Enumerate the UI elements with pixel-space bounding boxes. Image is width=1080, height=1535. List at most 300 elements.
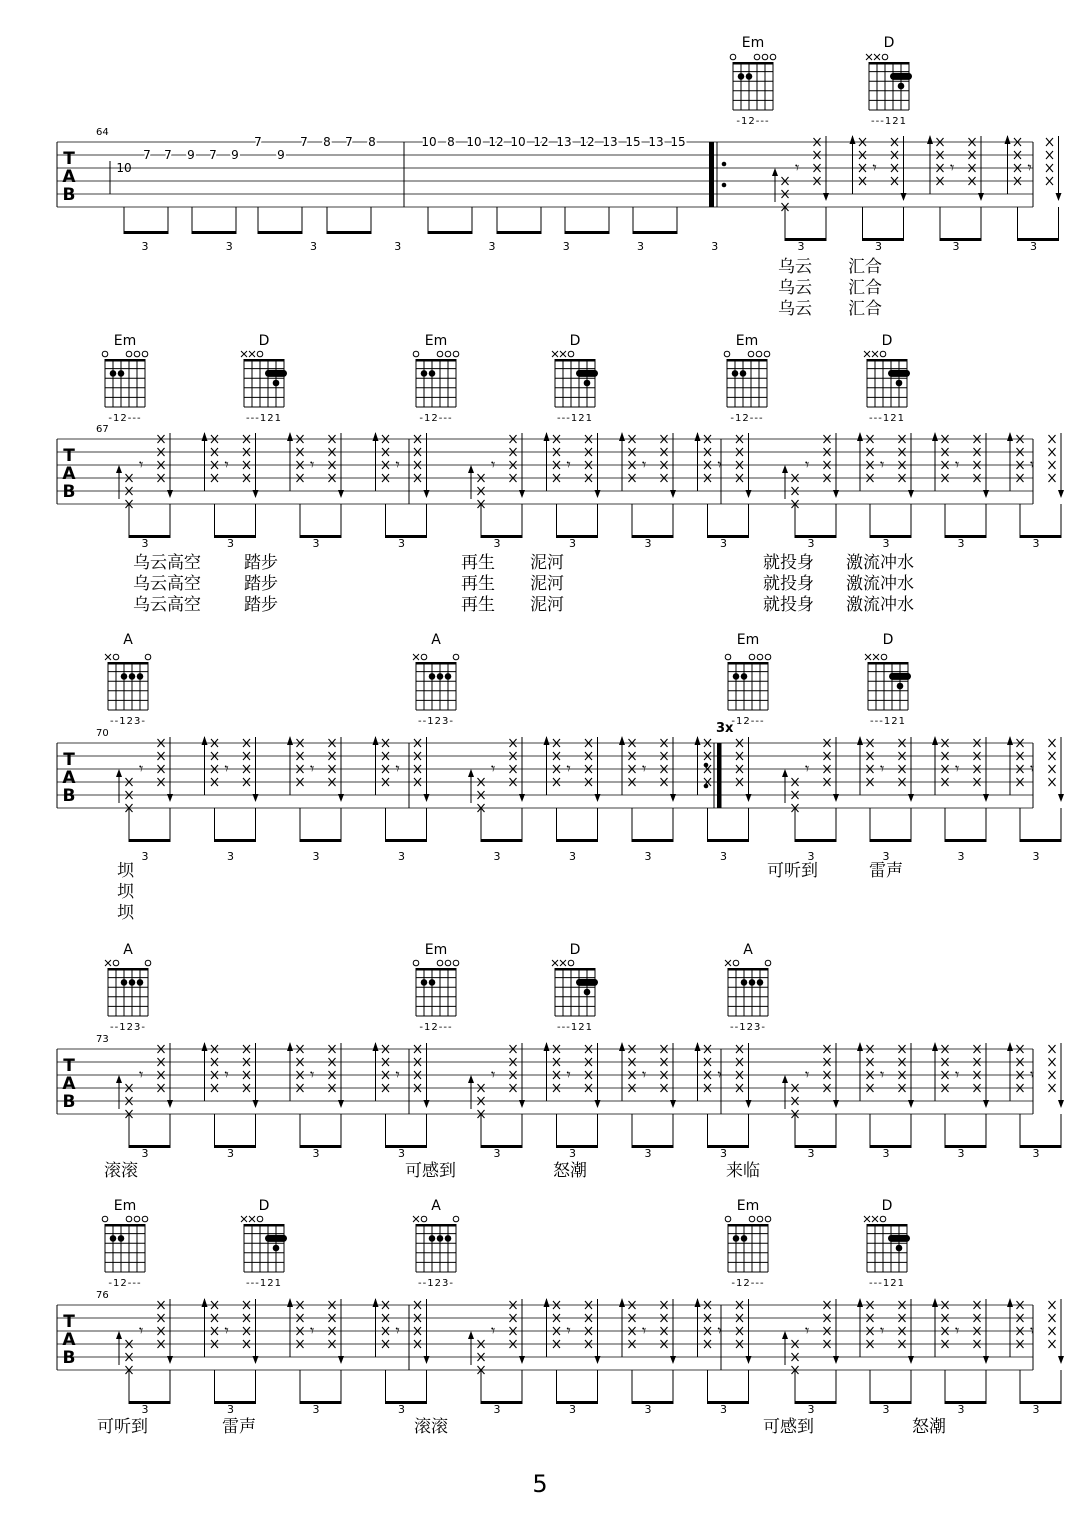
- tuplet-number: 3: [141, 1147, 149, 1160]
- rest: 𝄾: [224, 455, 229, 474]
- tab-fret-number: 13: [556, 135, 572, 149]
- beam: [481, 535, 522, 538]
- chord-diagram: [866, 35, 912, 127]
- open-string-mark: [453, 654, 459, 660]
- chord-dot: [437, 673, 444, 680]
- tuplet-number: 3: [398, 1403, 405, 1416]
- chord-nut: [555, 359, 595, 362]
- tab-clef-t: T: [63, 750, 75, 770]
- strum-arrowhead: [253, 1100, 259, 1108]
- tuplet-number: 3: [488, 240, 496, 253]
- lyric-text: 激流冲水: [846, 574, 914, 594]
- tuplet-number: 3: [141, 537, 149, 550]
- muted-note-x: [1049, 1071, 1056, 1079]
- open-string-mark: [757, 654, 763, 660]
- beam: [497, 231, 541, 234]
- lyric-text: 坝: [117, 882, 134, 902]
- chord-grid: [241, 351, 287, 407]
- chord-name: Em: [735, 333, 759, 349]
- chord-diagram: [725, 632, 771, 727]
- chord-nut: [244, 1224, 284, 1227]
- muted-note-x: [1049, 1301, 1056, 1309]
- rest: 𝄾: [955, 1321, 960, 1340]
- chord-grid: [552, 351, 598, 407]
- lyric-text: 踏步: [244, 595, 278, 615]
- rest: 𝄾: [139, 1065, 144, 1084]
- tuplet-number: 3: [1032, 537, 1040, 550]
- muted-note-x: [1046, 177, 1053, 185]
- rest: 𝄾: [805, 455, 810, 474]
- rest: 𝄾: [310, 455, 315, 474]
- chord-dot: [429, 370, 436, 377]
- tab-clef-b: B: [62, 185, 76, 205]
- tab-fret-number: 10: [466, 135, 482, 149]
- chord-dot: [733, 673, 740, 680]
- chord-nut: [728, 662, 768, 665]
- tab-clef-a: A: [62, 768, 76, 788]
- strum-arrowhead: [253, 490, 259, 498]
- chord-dot: [437, 1235, 444, 1242]
- open-string-mark: [113, 654, 119, 660]
- chord-name: D: [881, 333, 893, 349]
- open-string-mark: [765, 1216, 771, 1222]
- tuplet-number: 3: [398, 537, 405, 550]
- muted-note-x: [1049, 752, 1056, 760]
- tuplet-number: 3: [312, 850, 320, 863]
- chord-barre: [889, 673, 911, 680]
- strum-arrowhead: [1007, 432, 1013, 441]
- chord-name: A: [431, 1198, 441, 1214]
- beam: [386, 839, 427, 842]
- chord-grid: [725, 960, 771, 1016]
- beam: [215, 1401, 256, 1404]
- rest: 𝄾: [1030, 1321, 1035, 1340]
- tuplet-number: 3: [493, 1147, 501, 1160]
- chord-nut: [867, 1224, 907, 1227]
- strum-arrowhead: [908, 794, 914, 802]
- muted-note-x: [1049, 778, 1056, 786]
- strum-arrowhead: [202, 736, 208, 745]
- chord-grid: [413, 654, 459, 710]
- rest: 𝄾: [805, 759, 810, 778]
- tuplet-number: 3: [141, 850, 149, 863]
- beam: [785, 238, 826, 241]
- strum-arrowhead: [1056, 193, 1062, 201]
- strum-arrowhead: [670, 1100, 676, 1108]
- chord-nut: [869, 62, 909, 65]
- muted-string-mark: [413, 1216, 419, 1222]
- tuplet-number: 3: [227, 1147, 234, 1160]
- tuplet-number: 3: [1032, 850, 1040, 863]
- lyric-text: 可听到: [97, 1417, 148, 1437]
- tab-clef-a: A: [62, 464, 76, 484]
- rest: 𝄾: [880, 759, 885, 778]
- rest: 𝄾: [224, 759, 229, 778]
- strum-arrowhead: [619, 1042, 625, 1051]
- tab-clef-t: T: [63, 149, 75, 169]
- strum-arrowhead: [338, 490, 344, 498]
- tuplet-number: 3: [141, 240, 149, 253]
- open-string-mark: [453, 960, 459, 966]
- chord-dot: [273, 380, 280, 387]
- chord-name: A: [743, 942, 753, 958]
- chord-dot: [738, 73, 745, 80]
- beam: [708, 839, 749, 842]
- tuplet-number: 3: [644, 1147, 652, 1160]
- strum-arrowhead: [1058, 490, 1064, 498]
- tuplet-number: 3: [569, 1403, 576, 1416]
- beam: [129, 1145, 170, 1148]
- beam: [1020, 839, 1061, 842]
- tab-clef-a: A: [62, 167, 76, 187]
- beam: [632, 1145, 673, 1148]
- tuplet-number: 3: [882, 1403, 890, 1416]
- beam: [428, 231, 472, 234]
- repeat-barline: [709, 142, 714, 207]
- tuplet-number: 3: [227, 850, 234, 863]
- chord-nut: [244, 359, 284, 362]
- tuplet-number: 3: [1032, 1147, 1040, 1160]
- strum-arrowhead: [468, 1331, 474, 1339]
- strum-arrowhead: [519, 490, 525, 498]
- strum-arrowhead: [167, 490, 173, 498]
- chord-dot: [121, 979, 128, 986]
- strum-arrowhead: [338, 1356, 344, 1364]
- muted-note-x: [1049, 1084, 1056, 1092]
- rest: 𝄾: [310, 759, 315, 778]
- strum-arrowhead: [167, 1100, 173, 1108]
- tuplet-number: 3: [882, 537, 890, 550]
- chord-grid: [725, 1216, 771, 1272]
- tuplet-number: 3: [807, 1147, 815, 1160]
- tuplet-number: 3: [957, 537, 965, 550]
- open-string-mark: [437, 960, 443, 966]
- muted-string-mark: [105, 654, 111, 660]
- lyric-text: 雷声: [222, 1417, 256, 1437]
- strum-arrowhead: [619, 736, 625, 745]
- chord-dot: [118, 370, 125, 377]
- chord-dot: [732, 370, 739, 377]
- chord-diagram: [105, 632, 151, 727]
- beam: [215, 839, 256, 842]
- beam: [300, 839, 341, 842]
- strum-arrowhead: [544, 432, 550, 441]
- beam: [945, 535, 986, 538]
- chord-diagram: [102, 333, 148, 424]
- chord-barre: [890, 73, 912, 80]
- chord-diagram: [413, 333, 459, 424]
- tuplet-number: 3: [1032, 1403, 1040, 1416]
- strum-arrowhead: [287, 736, 293, 745]
- open-string-mark: [749, 654, 755, 660]
- lyric-text: 激流冲水: [846, 595, 914, 615]
- tab-system: [57, 333, 1064, 615]
- beam: [481, 1145, 522, 1148]
- beam: [708, 1401, 749, 1404]
- strum-arrowhead: [983, 1100, 989, 1108]
- beam: [795, 1145, 836, 1148]
- beam: [870, 1145, 911, 1148]
- tab-fret-number: 12: [533, 135, 549, 149]
- strum-arrowhead: [978, 193, 984, 201]
- lyric-text: 再生: [461, 595, 495, 615]
- tuplet-number: 3: [957, 1147, 965, 1160]
- rest: 𝄾: [491, 455, 496, 474]
- lyric-text: 怒潮: [912, 1417, 946, 1437]
- muted-string-mark: [105, 960, 111, 966]
- muted-note-x: [1049, 1045, 1056, 1053]
- rest: 𝄾: [224, 1065, 229, 1084]
- tuplet-number: 3: [141, 1403, 149, 1416]
- strum-arrowhead: [253, 794, 259, 802]
- lyric-text: 汇合: [848, 278, 882, 298]
- chord-fingering: ---121: [869, 1278, 905, 1289]
- strum-arrowhead: [833, 490, 839, 498]
- rest: 𝄾: [491, 1321, 496, 1340]
- tuplet-number: 3: [493, 1403, 501, 1416]
- tuplet-number: 3: [312, 1147, 320, 1160]
- strum-arrowhead: [782, 769, 788, 777]
- beam: [795, 1401, 836, 1404]
- rest: 𝄾: [642, 759, 647, 778]
- chord-fingering: ---121: [870, 716, 906, 727]
- rest: 𝄾: [1027, 158, 1032, 177]
- lyric-text: 泥河: [530, 574, 564, 594]
- chord-name: Em: [741, 35, 765, 51]
- open-string-mark: [765, 960, 771, 966]
- chord-grid: [413, 1216, 459, 1272]
- chord-fingering: --123-: [730, 1022, 766, 1033]
- strum-arrowhead: [253, 1356, 259, 1364]
- strum-arrowhead: [167, 1356, 173, 1364]
- chord-grid: [241, 1216, 287, 1272]
- rest: 𝄾: [950, 158, 955, 177]
- rest: 𝄾: [955, 455, 960, 474]
- lyric-text: 乌云高空: [133, 553, 201, 573]
- strum-arrowhead: [932, 736, 938, 745]
- chord-fingering: -12---: [419, 413, 453, 424]
- tab-fret-number: 13: [602, 135, 618, 149]
- open-string-mark: [437, 351, 443, 357]
- lyric-text: 可感到: [763, 1417, 814, 1437]
- strum-arrowhead: [857, 432, 863, 441]
- strum-arrowhead: [833, 1100, 839, 1108]
- strum-arrowhead: [116, 769, 122, 777]
- chord-dot: [749, 979, 756, 986]
- chord-nut: [728, 1224, 768, 1227]
- muted-string-mark: [413, 654, 419, 660]
- beam: [945, 1145, 986, 1148]
- beam: [386, 1145, 427, 1148]
- beam: [565, 231, 609, 234]
- rest: 𝄾: [139, 455, 144, 474]
- strum-arrowhead: [595, 794, 601, 802]
- chord-dot: [897, 683, 904, 690]
- strum-arrowhead: [695, 736, 701, 745]
- muted-string-mark: [241, 1216, 247, 1222]
- strum-arrowhead: [901, 193, 907, 201]
- rest: 𝄾: [139, 759, 144, 778]
- strum-arrowhead: [695, 1042, 701, 1051]
- lyric-text: 坝: [117, 903, 134, 923]
- rest: 𝄾: [395, 455, 400, 474]
- tuplet-number: 3: [957, 850, 965, 863]
- open-string-mark: [882, 54, 888, 60]
- strum-arrowhead: [519, 1100, 525, 1108]
- chord-nut: [416, 662, 456, 665]
- beam: [870, 839, 911, 842]
- chord-grid: [730, 54, 776, 110]
- chord-name: D: [881, 1198, 893, 1214]
- chord-nut: [416, 1224, 456, 1227]
- measure-number: 67: [96, 424, 109, 435]
- beam: [300, 535, 341, 538]
- strum-arrowhead: [932, 432, 938, 441]
- lyric-text: 滚滚: [414, 1417, 448, 1437]
- tab-fret-number: 9: [231, 148, 239, 162]
- chord-barre: [265, 370, 287, 377]
- strum-arrowhead: [424, 1100, 430, 1108]
- strum-arrowhead: [202, 1042, 208, 1051]
- strum-arrowhead: [544, 736, 550, 745]
- chord-dot: [137, 673, 144, 680]
- open-string-mark: [757, 1216, 763, 1222]
- lyric-text: 汇合: [848, 299, 882, 319]
- chord-name: Em: [736, 1198, 760, 1214]
- beam: [708, 535, 749, 538]
- open-string-mark: [142, 351, 148, 357]
- rest: 𝄾: [310, 1065, 315, 1084]
- rest: 𝄾: [880, 455, 885, 474]
- chord-grid: [866, 54, 912, 110]
- open-string-mark: [725, 654, 731, 660]
- lyric-text: 泥河: [530, 595, 564, 615]
- rest: 𝄾: [955, 759, 960, 778]
- strum-arrowhead: [1058, 794, 1064, 802]
- muted-note-x: [1049, 739, 1056, 747]
- strum-arrowhead: [983, 1356, 989, 1364]
- strum-arrowhead: [857, 1298, 863, 1307]
- rest: 𝄾: [880, 1065, 885, 1084]
- chord-fingering: --123-: [418, 1278, 454, 1289]
- strum-arrowhead: [746, 490, 752, 498]
- tab-fret-number: 8: [323, 135, 331, 149]
- strum-arrowhead: [468, 769, 474, 777]
- strum-arrowhead: [619, 1298, 625, 1307]
- tab-fret-number: 15: [670, 135, 686, 149]
- tuplet-number: 3: [882, 1147, 890, 1160]
- muted-string-mark: [872, 1216, 878, 1222]
- measure-number: 70: [96, 728, 109, 739]
- beam: [632, 1401, 673, 1404]
- tab-fret-number: 7: [300, 135, 308, 149]
- open-string-mark: [134, 351, 140, 357]
- strum-arrowhead: [287, 1042, 293, 1051]
- beam: [632, 535, 673, 538]
- tab-clef-b: B: [62, 1348, 76, 1368]
- beam: [1020, 1401, 1061, 1404]
- chord-name: D: [883, 35, 895, 51]
- tuplet-number: 3: [644, 850, 652, 863]
- open-string-mark: [754, 54, 760, 60]
- strum-arrowhead: [1007, 1042, 1013, 1051]
- tuplet-number: 3: [569, 537, 576, 550]
- muted-string-mark: [873, 654, 879, 660]
- chord-dot: [118, 1235, 125, 1242]
- beam: [386, 535, 427, 538]
- rest: 𝄾: [642, 1321, 647, 1340]
- strum-arrowhead: [338, 1100, 344, 1108]
- lyric-text: 可感到: [405, 1161, 456, 1181]
- strum-arrowhead: [670, 490, 676, 498]
- strum-arrowhead: [1058, 1356, 1064, 1364]
- strum-arrowhead: [983, 794, 989, 802]
- chord-name: Em: [424, 942, 448, 958]
- rest: 𝄾: [795, 158, 800, 177]
- lyric-text: 乌云高空: [133, 574, 201, 594]
- chord-name: Em: [113, 1198, 137, 1214]
- chord-grid: [413, 351, 459, 407]
- tab-fret-number: 7: [209, 148, 217, 162]
- chord-fingering: ---121: [246, 413, 282, 424]
- tuplet-number: 3: [312, 537, 320, 550]
- muted-note-x: [1046, 138, 1053, 146]
- open-string-mark: [568, 960, 574, 966]
- strum-arrowhead: [424, 490, 430, 498]
- open-string-mark: [765, 654, 771, 660]
- open-string-mark: [730, 54, 736, 60]
- chord-dot: [129, 979, 136, 986]
- chord-dot: [429, 1235, 436, 1242]
- chord-fingering: ---121: [557, 1022, 593, 1033]
- muted-string-mark: [249, 1216, 255, 1222]
- chord-fingering: -12---: [736, 116, 770, 127]
- strum-arrowhead: [519, 1356, 525, 1364]
- chord-dot: [121, 673, 128, 680]
- chord-diagram: [864, 1198, 910, 1289]
- chord-diagram: [730, 35, 776, 127]
- chord-dot: [896, 380, 903, 387]
- muted-note-x: [1049, 1340, 1056, 1348]
- chord-dot: [741, 673, 748, 680]
- strum-arrowhead: [595, 1356, 601, 1364]
- chord-nut: [105, 359, 145, 362]
- chord-grid: [864, 351, 910, 407]
- open-string-mark: [880, 1216, 886, 1222]
- tuplet-number: 3: [807, 1403, 815, 1416]
- tuplet-number: 3: [711, 240, 719, 253]
- open-string-mark: [413, 960, 419, 966]
- chord-diagram: [413, 632, 459, 727]
- open-string-mark: [748, 351, 754, 357]
- beam: [557, 839, 598, 842]
- muted-string-mark: [560, 960, 566, 966]
- beam: [708, 1145, 749, 1148]
- lyric-text: 乌云: [778, 257, 812, 277]
- muted-string-mark: [872, 351, 878, 357]
- strum-arrowhead: [833, 1356, 839, 1364]
- open-string-mark: [126, 1216, 132, 1222]
- open-string-mark: [764, 351, 770, 357]
- open-string-mark: [445, 960, 451, 966]
- chord-grid: [102, 351, 148, 407]
- chord-nut: [416, 359, 456, 362]
- muted-string-mark: [552, 351, 558, 357]
- chord-fingering: --123-: [418, 716, 454, 727]
- chord-name: Em: [736, 632, 760, 648]
- lyric-text: 来临: [726, 1161, 760, 1181]
- chord-barre: [576, 979, 598, 986]
